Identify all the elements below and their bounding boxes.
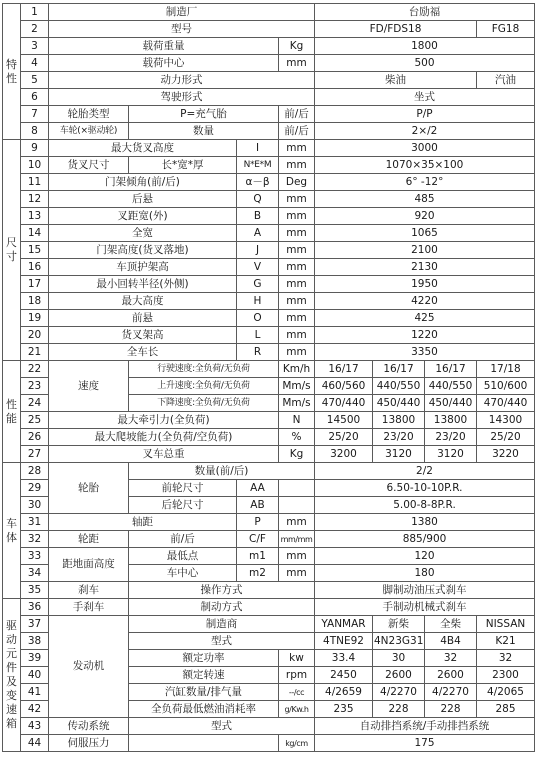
cell-name: 驾驶形式 [49,89,315,106]
cell-sec: 尺寸 [3,140,21,361]
cell-unit: mm [279,548,315,565]
table-row [3,446,535,463]
cell-v1: 6° -12° [315,174,535,191]
cell-sec: 特性 [3,4,21,140]
cell-v1: 柴油 [315,72,477,89]
table-row [3,123,535,140]
cell-v1: 485 [315,191,535,208]
cell-sym: N*E*M [237,157,279,174]
cell-v1: 470/440 [315,395,373,412]
cell-no: 22 [21,361,49,378]
cell-name: 前悬 [49,310,237,327]
cell-v1: 2/2 [315,463,535,480]
cell-v1: 920 [315,208,535,225]
cell-unit: mm [279,514,315,531]
cell-v1: 460/560 [315,378,373,395]
cell-name: 伺服压力 [49,735,129,752]
cell-v3: 4B4 [425,633,477,650]
table-row [3,718,535,735]
cell-sym: I [237,140,279,157]
cell-v1: 235 [315,701,373,718]
cell-sym: AA [237,480,279,497]
cell-sub: 数量(前/后) [129,463,315,480]
cell-unit: Deg [279,174,315,191]
spec-table-body [3,4,535,752]
cell-sym: α－β [237,174,279,191]
cell-no: 36 [21,599,49,616]
cell-v1: 自动排挡系统/手动排挡系统 [315,718,535,735]
cell-v3: 2600 [425,667,477,684]
table-row [3,4,535,21]
cell-unit: mm [279,225,315,242]
table-row [3,310,535,327]
cell-v1: 16/17 [315,361,373,378]
cell-unit: mm [279,242,315,259]
cell-unit: mm [279,55,315,72]
cell-unit: Mm/s [279,378,315,395]
cell-name: 动力形式 [49,72,315,89]
cell-v4: 汽油 [477,72,535,89]
cell-unit: Km/h [279,361,315,378]
cell-sub: 额定功率 [129,650,279,667]
cell-v1: 1070×35×100 [315,157,535,174]
table-row [3,225,535,242]
cell-name: 制造厂 [49,4,315,21]
cell-v1: 4TNE92 [315,633,373,650]
cell-v2: 2600 [373,667,425,684]
cell-name: 后悬 [49,191,237,208]
cell-name: 载荷中心 [49,55,279,72]
cell-name: 全宽 [49,225,237,242]
cell-unit: mm [279,140,315,157]
cell-v2: 440/550 [373,378,425,395]
cell-no: 21 [21,344,49,361]
cell-v1: 2100 [315,242,535,259]
cell-v1: 4/2659 [315,684,373,701]
cell-name: 轮胎类型 [49,106,129,123]
cell-unit: mm [279,276,315,293]
cell-v1: 5.00-8-8P.R. [315,497,535,514]
cell-v2: 23/20 [373,429,425,446]
cell-v3: 16/17 [425,361,477,378]
cell-v2: 450/440 [373,395,425,412]
cell-v1: 120 [315,548,535,565]
cell-v1: 14500 [315,412,373,429]
table-row [3,191,535,208]
cell-name: 最大高度 [49,293,237,310]
cell-v3: 13800 [425,412,477,429]
cell-unit: kw [279,650,315,667]
cell-no: 11 [21,174,49,191]
cell-v2: 30 [373,650,425,667]
table-row [3,242,535,259]
cell-v1: 885/900 [315,531,535,548]
cell-unit: mm [279,191,315,208]
cell-unit: mm [279,208,315,225]
cell-no: 10 [21,157,49,174]
cell-v1: FD/FDS18 [315,21,477,38]
table-row [3,38,535,55]
cell-no: 1 [21,4,49,21]
table-row [3,293,535,310]
cell-v1: 脚制动油压式刹车 [315,582,535,599]
cell-sym: P [237,514,279,531]
cell-no: 25 [21,412,49,429]
cell-v3: 32 [425,650,477,667]
cell-sym: V [237,259,279,276]
cell-v3: 228 [425,701,477,718]
cell-name: 最大货叉高度 [49,140,237,157]
cell-sym: Q [237,191,279,208]
table-row [3,514,535,531]
cell-v1: 2×/2 [315,123,535,140]
cell-v4: K21 [477,633,535,650]
cell-unit: mm [279,310,315,327]
cell-no: 31 [21,514,49,531]
cell-v1: 500 [315,55,535,72]
cell-v1: 175 [315,735,535,752]
cell-no: 28 [21,463,49,480]
cell-name: 最大牵引力(全负荷) [49,412,279,429]
cell-v1: 1065 [315,225,535,242]
cell-unit: g/Kw.h [279,701,315,718]
cell-no: 4 [21,55,49,72]
cell-no: 15 [21,242,49,259]
cell-sub: 全负荷最低燃油消耗率 [129,701,279,718]
cell-unit: mm [279,565,315,582]
cell-unit: --/cc [279,684,315,701]
cell-unit [279,480,315,497]
cell-v1: 2450 [315,667,373,684]
cell-name: 载荷重量 [49,38,279,55]
cell-v2: 4/2270 [373,684,425,701]
table-row [3,208,535,225]
cell-v2: 228 [373,701,425,718]
cell-no: 19 [21,310,49,327]
cell-sub: 前/后 [129,531,237,548]
cell-v4: 510/600 [477,378,535,395]
cell-name: 轴距 [49,514,237,531]
cell-name: 型号 [49,21,315,38]
cell-v1: 6.50-10-10P.R. [315,480,535,497]
cell-sub: 型式 [129,718,315,735]
table-row [3,327,535,344]
cell-no: 18 [21,293,49,310]
cell-sub: 制造商 [129,616,315,633]
cell-v3: 全柴 [425,616,477,633]
cell-no: 44 [21,735,49,752]
cell-no: 30 [21,497,49,514]
cell-sub: 车中心 [129,565,237,582]
cell-no: 39 [21,650,49,667]
cell-sub: 后轮尺寸 [129,497,237,514]
cell-no: 13 [21,208,49,225]
cell-no: 14 [21,225,49,242]
table-row [3,140,535,157]
cell-name: 轮距 [49,531,129,548]
cell-sym: R [237,344,279,361]
cell-name: 货叉架高 [49,327,237,344]
cell-v1: 1220 [315,327,535,344]
cell-v4: 3220 [477,446,535,463]
cell-sub: 行驶速度:全负荷/无负荷 [129,361,279,378]
cell-v1: 3200 [315,446,373,463]
cell-unit: kg/cm [279,735,315,752]
cell-sym: m2 [237,565,279,582]
table-row [3,174,535,191]
cell-no: 2 [21,21,49,38]
table-row [3,412,535,429]
cell-sub: 前轮尺寸 [129,480,237,497]
cell-v3: 3120 [425,446,477,463]
cell-sub: 型式 [129,633,315,650]
cell-v2: 新柴 [373,616,425,633]
cell-sub [129,735,279,752]
cell-v1: 4220 [315,293,535,310]
table-row [3,582,535,599]
cell-no: 37 [21,616,49,633]
cell-name: 手刹车 [49,599,129,616]
cell-no: 20 [21,327,49,344]
cell-v1: 425 [315,310,535,327]
cell-unit: mm [279,327,315,344]
cell-v1: 1800 [315,38,535,55]
cell-unit: mm [279,157,315,174]
table-row [3,21,535,38]
cell-sub: 制动方式 [129,599,315,616]
cell-sym: AB [237,497,279,514]
cell-no: 33 [21,548,49,565]
cell-no: 9 [21,140,49,157]
cell-v4: NISSAN [477,616,535,633]
cell-v4: FG18 [477,21,535,38]
cell-v3: 450/440 [425,395,477,412]
table-row [3,276,535,293]
cell-name: 发动机 [49,616,129,718]
cell-v4: 32 [477,650,535,667]
cell-name: 轮胎 [49,463,129,514]
cell-v1: 1380 [315,514,535,531]
cell-name: 最大爬坡能力(全负荷/空负荷) [49,429,279,446]
cell-v4: 2300 [477,667,535,684]
table-row [3,259,535,276]
cell-v1: YANMAR [315,616,373,633]
cell-sub: 数量 [129,123,279,140]
cell-v1: 2130 [315,259,535,276]
table-row [3,548,535,565]
cell-unit: rpm [279,667,315,684]
cell-no: 35 [21,582,49,599]
table-row [3,429,535,446]
table-row [3,531,535,548]
cell-v1: 坐式 [315,89,535,106]
cell-name: 叉车总重 [49,446,279,463]
cell-unit: 前/后 [279,106,315,123]
cell-name: 全车长 [49,344,237,361]
cell-no: 8 [21,123,49,140]
cell-name: 最小回转半径(外侧) [49,276,237,293]
table-row [3,616,535,633]
cell-v4: 470/440 [477,395,535,412]
cell-v1: 手制动机械式刹车 [315,599,535,616]
cell-no: 29 [21,480,49,497]
table-row [3,599,535,616]
cell-v1: 180 [315,565,535,582]
cell-v4: 4/2065 [477,684,535,701]
cell-no: 26 [21,429,49,446]
cell-sym: J [237,242,279,259]
table-row [3,157,535,174]
cell-sec: 车体 [3,463,21,599]
table-row [3,106,535,123]
cell-name: 叉距宽(外) [49,208,237,225]
cell-name: 门架高度(货叉落地) [49,242,237,259]
cell-no: 17 [21,276,49,293]
cell-sym: B [237,208,279,225]
cell-v3: 4/2270 [425,684,477,701]
table-row [3,72,535,89]
cell-name: 距地面高度 [49,548,129,582]
spec-table [2,3,535,752]
cell-unit: Kg [279,446,315,463]
cell-v3: 440/550 [425,378,477,395]
cell-no: 41 [21,684,49,701]
cell-unit: mm [279,344,315,361]
cell-v4: 17/18 [477,361,535,378]
cell-name: 车顶护架高 [49,259,237,276]
cell-sym: G [237,276,279,293]
cell-unit: Mm/s [279,395,315,412]
cell-no: 23 [21,378,49,395]
cell-sym: A [237,225,279,242]
table-row [3,463,535,480]
cell-no: 42 [21,701,49,718]
table-row [3,89,535,106]
cell-sub: P=充气胎 [129,106,279,123]
cell-no: 43 [21,718,49,735]
cell-v3: 23/20 [425,429,477,446]
cell-sub: 上升速度:全负荷/无负荷 [129,378,279,395]
cell-sub: 下降速度:全负荷/无负荷 [129,395,279,412]
cell-no: 5 [21,72,49,89]
cell-sub: 汽缸数量/排气量 [129,684,279,701]
cell-name: 门架倾角(前/后) [49,174,237,191]
cell-no: 24 [21,395,49,412]
cell-sub: 操作方式 [129,582,315,599]
cell-v1: 台励福 [315,4,535,21]
cell-v1: 3000 [315,140,535,157]
cell-no: 7 [21,106,49,123]
cell-name: 货叉尺寸 [49,157,129,174]
cell-v2: 13800 [373,412,425,429]
cell-no: 27 [21,446,49,463]
cell-unit: Kg [279,38,315,55]
cell-v4: 14300 [477,412,535,429]
cell-sub: 最低点 [129,548,237,565]
cell-v1: 33.4 [315,650,373,667]
cell-v2: 16/17 [373,361,425,378]
cell-unit: mm/mm [279,531,315,548]
cell-sym: H [237,293,279,310]
cell-name: 刹车 [49,582,129,599]
cell-sym: L [237,327,279,344]
cell-v1: 1950 [315,276,535,293]
cell-no: 38 [21,633,49,650]
cell-sym: m1 [237,548,279,565]
cell-no: 3 [21,38,49,55]
cell-sym: O [237,310,279,327]
cell-no: 34 [21,565,49,582]
cell-unit: mm [279,293,315,310]
cell-sub: 长*宽*厚 [129,157,237,174]
cell-v4: 285 [477,701,535,718]
cell-name: 车轮(×驱动轮) [49,123,129,140]
cell-sec: 驱动元件及变速箱 [3,599,21,752]
cell-v2: 4N23G31 [373,633,425,650]
cell-v1: P/P [315,106,535,123]
table-row [3,361,535,378]
cell-no: 16 [21,259,49,276]
cell-unit: 前/后 [279,123,315,140]
cell-v1: 25/20 [315,429,373,446]
cell-v2: 3120 [373,446,425,463]
cell-no: 40 [21,667,49,684]
cell-no: 12 [21,191,49,208]
cell-no: 6 [21,89,49,106]
cell-unit [279,497,315,514]
table-row [3,344,535,361]
cell-unit: mm [279,259,315,276]
cell-unit: N [279,412,315,429]
cell-unit: % [279,429,315,446]
cell-name: 传动系统 [49,718,129,735]
cell-v4: 25/20 [477,429,535,446]
cell-sub: 额定转速 [129,667,279,684]
cell-no: 32 [21,531,49,548]
cell-v1: 3350 [315,344,535,361]
table-row [3,55,535,72]
cell-name: 速度 [49,361,129,412]
cell-sec: 性能 [3,361,21,463]
cell-sym: C/F [237,531,279,548]
table-row [3,735,535,752]
